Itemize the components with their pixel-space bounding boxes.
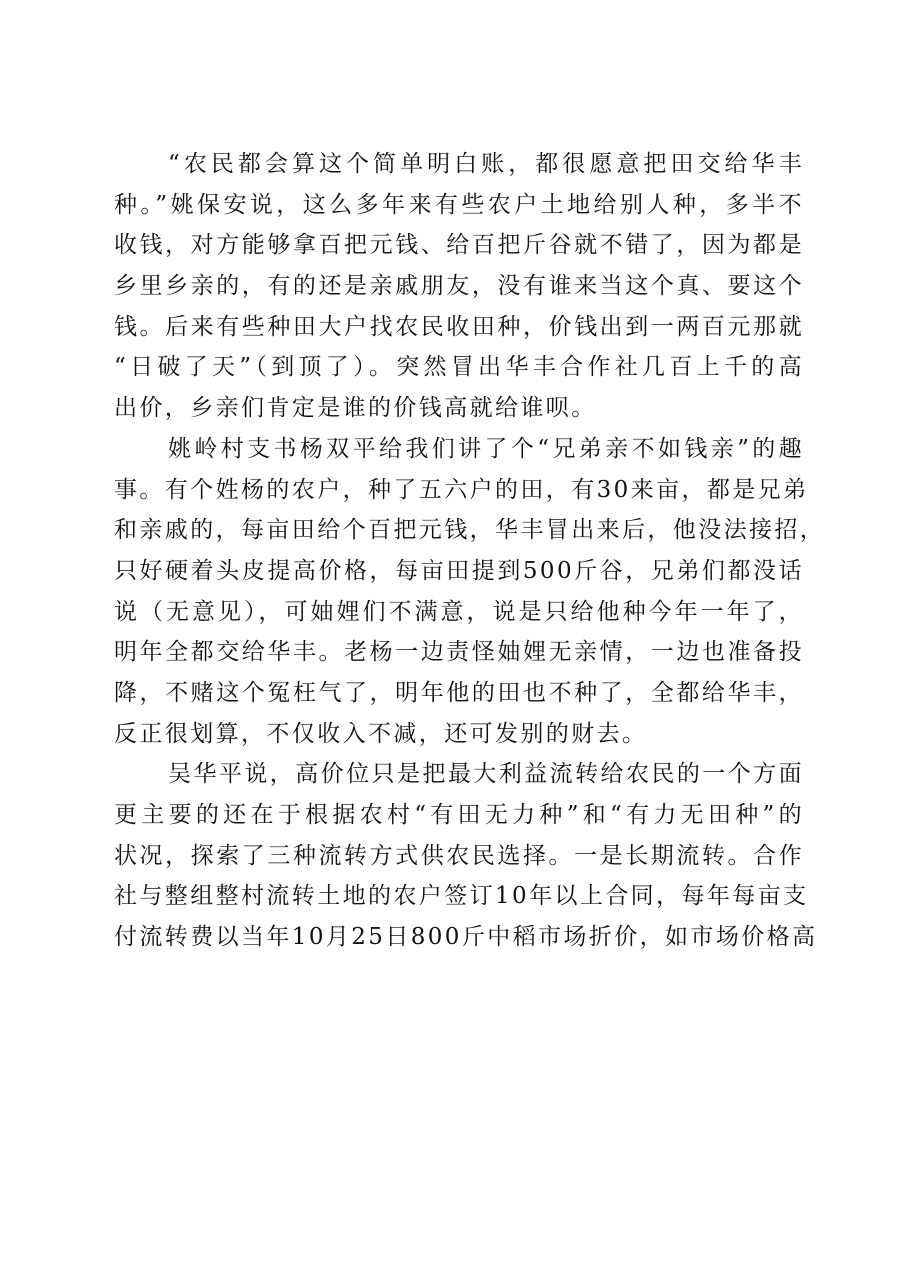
paragraph-line: 降，不赌这个冤枉气了，明年他的田也不种了，全都给华丰， [114,679,804,706]
paragraph-line: 说（无意见），可妯娌们不满意，说是只给他种今年一年了， [114,598,804,625]
paragraph-line: 出价，乡亲们肯定是谁的价钱高就给谁呗。 [114,395,597,422]
paragraph-line: 更主要的还在于根据农村“有田无力种”和“有力无田种”的 [114,802,804,828]
paragraph-3 [114,754,818,957]
paragraph-line: 只好硬着头皮提高价格，每亩田提到500斤谷，兄弟们都没话 [114,557,804,584]
paragraph-line: 乡里乡亲的，有的还是亲戚朋友，没有谁来当这个真、要这个 [114,273,804,300]
paragraph-line: “农民都会算这个简单明白账，都很愿意把田交给华丰 [168,151,804,177]
paragraph-2 [114,429,826,755]
paragraph-line: 状况，探索了三种流转方式供农民选择。一是长期流转。合作 [114,842,804,869]
paragraph-line: “日破了天”（到顶了）。突然冒出华丰合作社几百上千的高 [114,354,804,381]
document-body [114,144,826,958]
paragraph-line: 反正很划算，不仅收入不减，还可发别的财去。 [114,720,648,747]
paragraph-1 [114,144,804,429]
paragraph-line: 事。有个姓杨的农户，种了五六户的田，有30来亩，都是兄弟 [114,476,809,503]
paragraph-line: 和亲戚的，每亩田给个百把元钱，华丰冒出来后，他没法接招， [114,517,826,544]
paragraph-line: 付流转费以当年10月25日800斤中稻市场折价，如市场价格高 [114,924,818,951]
paragraph-line: 社与整组整村流转土地的农户签订10年以上合同，每年每亩支 [114,883,809,910]
paragraph-line: 明年全都交给华丰。老杨一边责怪妯娌无亲情，一边也准备投 [114,639,804,666]
paragraph-line: 收钱，对方能够拿百把元钱、给百把斤谷就不错了，因为都是 [114,232,804,259]
paragraph-line: 吴华平说，高价位只是把最大利益流转给农民的一个方面 [168,761,804,788]
paragraph-line: 钱。后来有些种田大户找农民收田种，价钱出到一两百元那就 [114,313,804,340]
paragraph-line: 种。”姚保安说，这么多年来有些农户土地给别人种，多半不 [114,191,804,218]
paragraph-line: 姚岭村支书杨双平给我们讲了个“兄弟亲不如钱亲”的趣 [168,435,804,462]
